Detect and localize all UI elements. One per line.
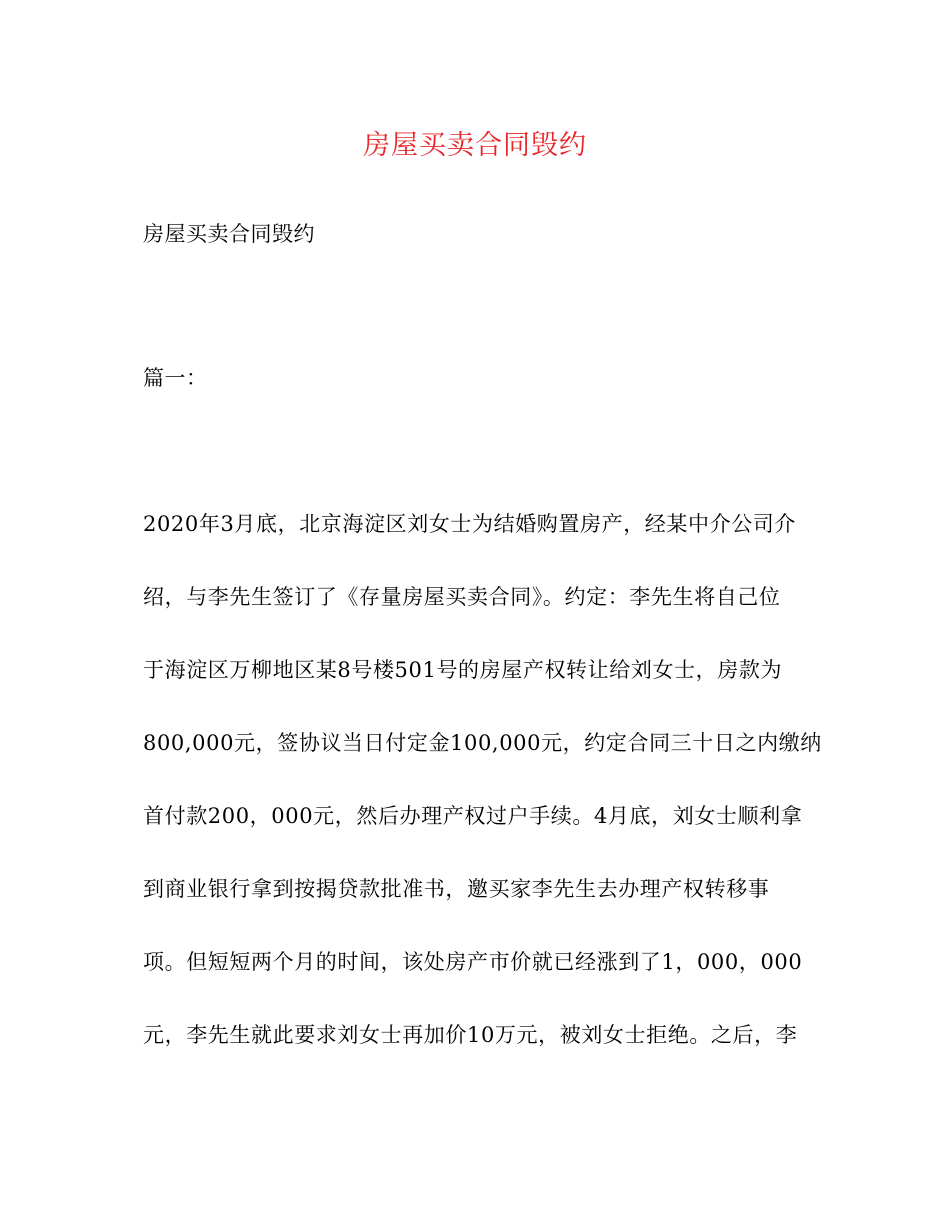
body-line: 项。但短短两个月的时间，该处房产市价就已经涨到了1，000，000 bbox=[143, 950, 803, 974]
section-heading: 篇一： bbox=[143, 366, 208, 390]
document-title: 房屋买卖合同毁约 bbox=[363, 130, 587, 161]
document-subtitle: 房屋买卖合同毁约 bbox=[143, 222, 315, 246]
body-line: 于海淀区万柳地区某8号楼501号的房屋产权转让给刘女士，房款为 bbox=[143, 658, 783, 682]
body-line: 元，李先生就此要求刘女士再加价10万元，被刘女士拒绝。之后，李 bbox=[143, 1023, 798, 1047]
body-line: 绍，与李先生签订了《存量房屋买卖合同》。约定：李先生将自己位 bbox=[143, 585, 781, 609]
body-line: 到商业银行拿到按揭贷款批准书，邀买家李先生去办理产权转移事 bbox=[143, 877, 770, 901]
body-line: 2020年3月底，北京海淀区刘女士为结婚购置房产，经某中介公司介 bbox=[143, 512, 797, 536]
body-line: 首付款200，000元，然后办理产权过户手续。4月底，刘女士顺利拿 bbox=[143, 804, 803, 828]
body-line: 800,000元，签协议当日付定金100,000元，约定合同三十日之内缴纳 bbox=[143, 731, 822, 755]
